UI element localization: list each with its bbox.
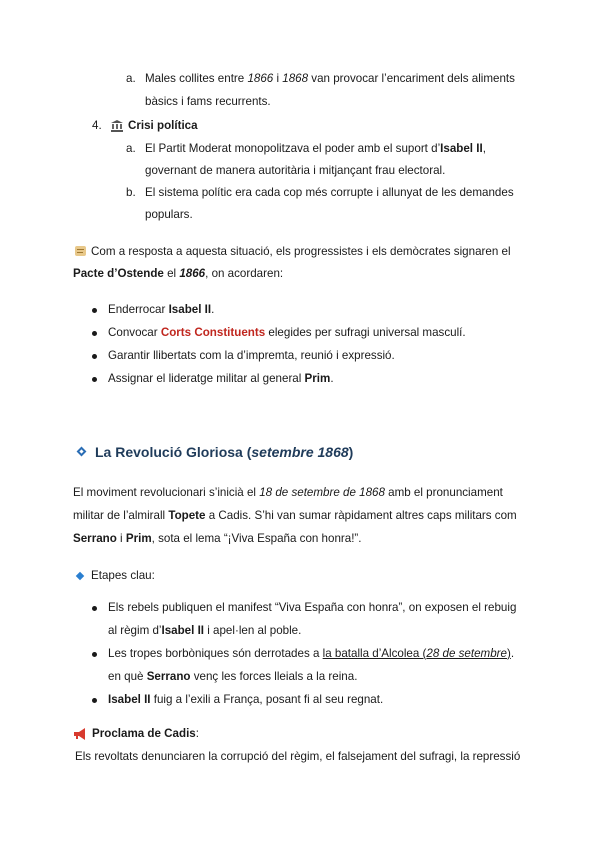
bank-icon [111, 120, 123, 135]
alcolea-link[interactable]: la batalla d’Alcolea (28 de setembre) [322, 647, 511, 660]
bullet-dot [92, 606, 97, 611]
ostende-bullet-3: Garantir llibertats com la d’impremta, reunió i expressió. [108, 349, 395, 362]
ostende-bullet-4: Assignar el lideratge militar al general Prim. [108, 372, 334, 385]
ostende-bullet-2: Convocar Corts Constituents elegides per sufragi universal masculí. [108, 326, 466, 339]
revolucio-paragraph-line2: militar de l’almirall Topete a Cadis. S’hi van sumar ràpidament altres caps militars com [73, 509, 517, 522]
megaphone-icon [73, 728, 88, 743]
bullet-dot [92, 354, 97, 359]
revolucio-paragraph-line3: Serrano i Prim, sota el lema “¡Viva España con honra!”. [73, 532, 362, 545]
list-marker-a: a. [126, 72, 136, 85]
ostende-intro-line2: Pacte d’Ostende el 1866, on acordaren: [73, 267, 284, 280]
section-title-crisi-politica: Crisi política [128, 119, 198, 132]
list-marker-sub-a: a. [126, 142, 136, 155]
list-item-a-line2: bàsics i fams recurrents. [145, 95, 271, 108]
etapa-1-line2: al règim d’Isabel II i apel·len al poble. [108, 624, 302, 637]
etapa-1-line1: Els rebels publiquen el manifest “Viva España con honra”, on exposen el rebuig [108, 601, 517, 614]
scroll-icon [74, 245, 87, 260]
bullet-dot [92, 331, 97, 336]
proclama-title: Proclama de Cadis: [92, 727, 199, 740]
blue-diamond-icon [76, 572, 84, 580]
list-item-sub-b-line2: populars. [145, 208, 193, 221]
bullet-dot [92, 308, 97, 313]
bullet-dot [92, 698, 97, 703]
list-item-sub-a-line1: El Partit Moderat monopolitzava el poder amb el suport d’Isabel II, [145, 142, 486, 155]
etapa-3: Isabel II fuig a l’exili a França, posant fi al seu regnat. [108, 693, 384, 706]
list-item-sub-b-line1: El sistema polític era cada cop més corrupte i allunyat de les demandes [145, 186, 514, 199]
etapa-2-line1: Les tropes borbòniques són derrotades a la batalla d’Alcolea (28 de setembre). [108, 647, 515, 660]
section-heading-revolucio-gloriosa: La Revolució Gloriosa (setembre 1868) [95, 444, 354, 460]
list-number-4: 4. [92, 119, 102, 132]
etapa-2-line2: en què Serrano venç les forces lleials a la reina. [108, 670, 358, 683]
proclama-text: Els revoltats denunciaren la corrupció del règim, el falsejament del sufragi, la repressió [75, 750, 521, 763]
list-item-a-line1: Males collites entre 1866 i 1868 van provocar l’encariment dels aliments [145, 72, 515, 85]
etapes-label: Etapes clau: [91, 569, 155, 582]
revolucio-paragraph-line1: El moviment revolucionari s’inicià el 18 de setembre de 1868 amb el pronunciament [73, 486, 503, 499]
list-marker-sub-b: b. [126, 186, 136, 199]
diamond-outline-icon [77, 447, 87, 457]
ostende-intro-line1: Com a resposta a aquesta situació, els progressistes i els demòcrates signaren el [91, 245, 511, 258]
ostende-bullet-1: Enderrocar Isabel II. [108, 303, 215, 316]
bullet-dot [92, 652, 97, 657]
list-item-sub-a-line2: governant de manera autoritària i mitjançant frau electoral. [145, 164, 446, 177]
bullet-dot [92, 377, 97, 382]
